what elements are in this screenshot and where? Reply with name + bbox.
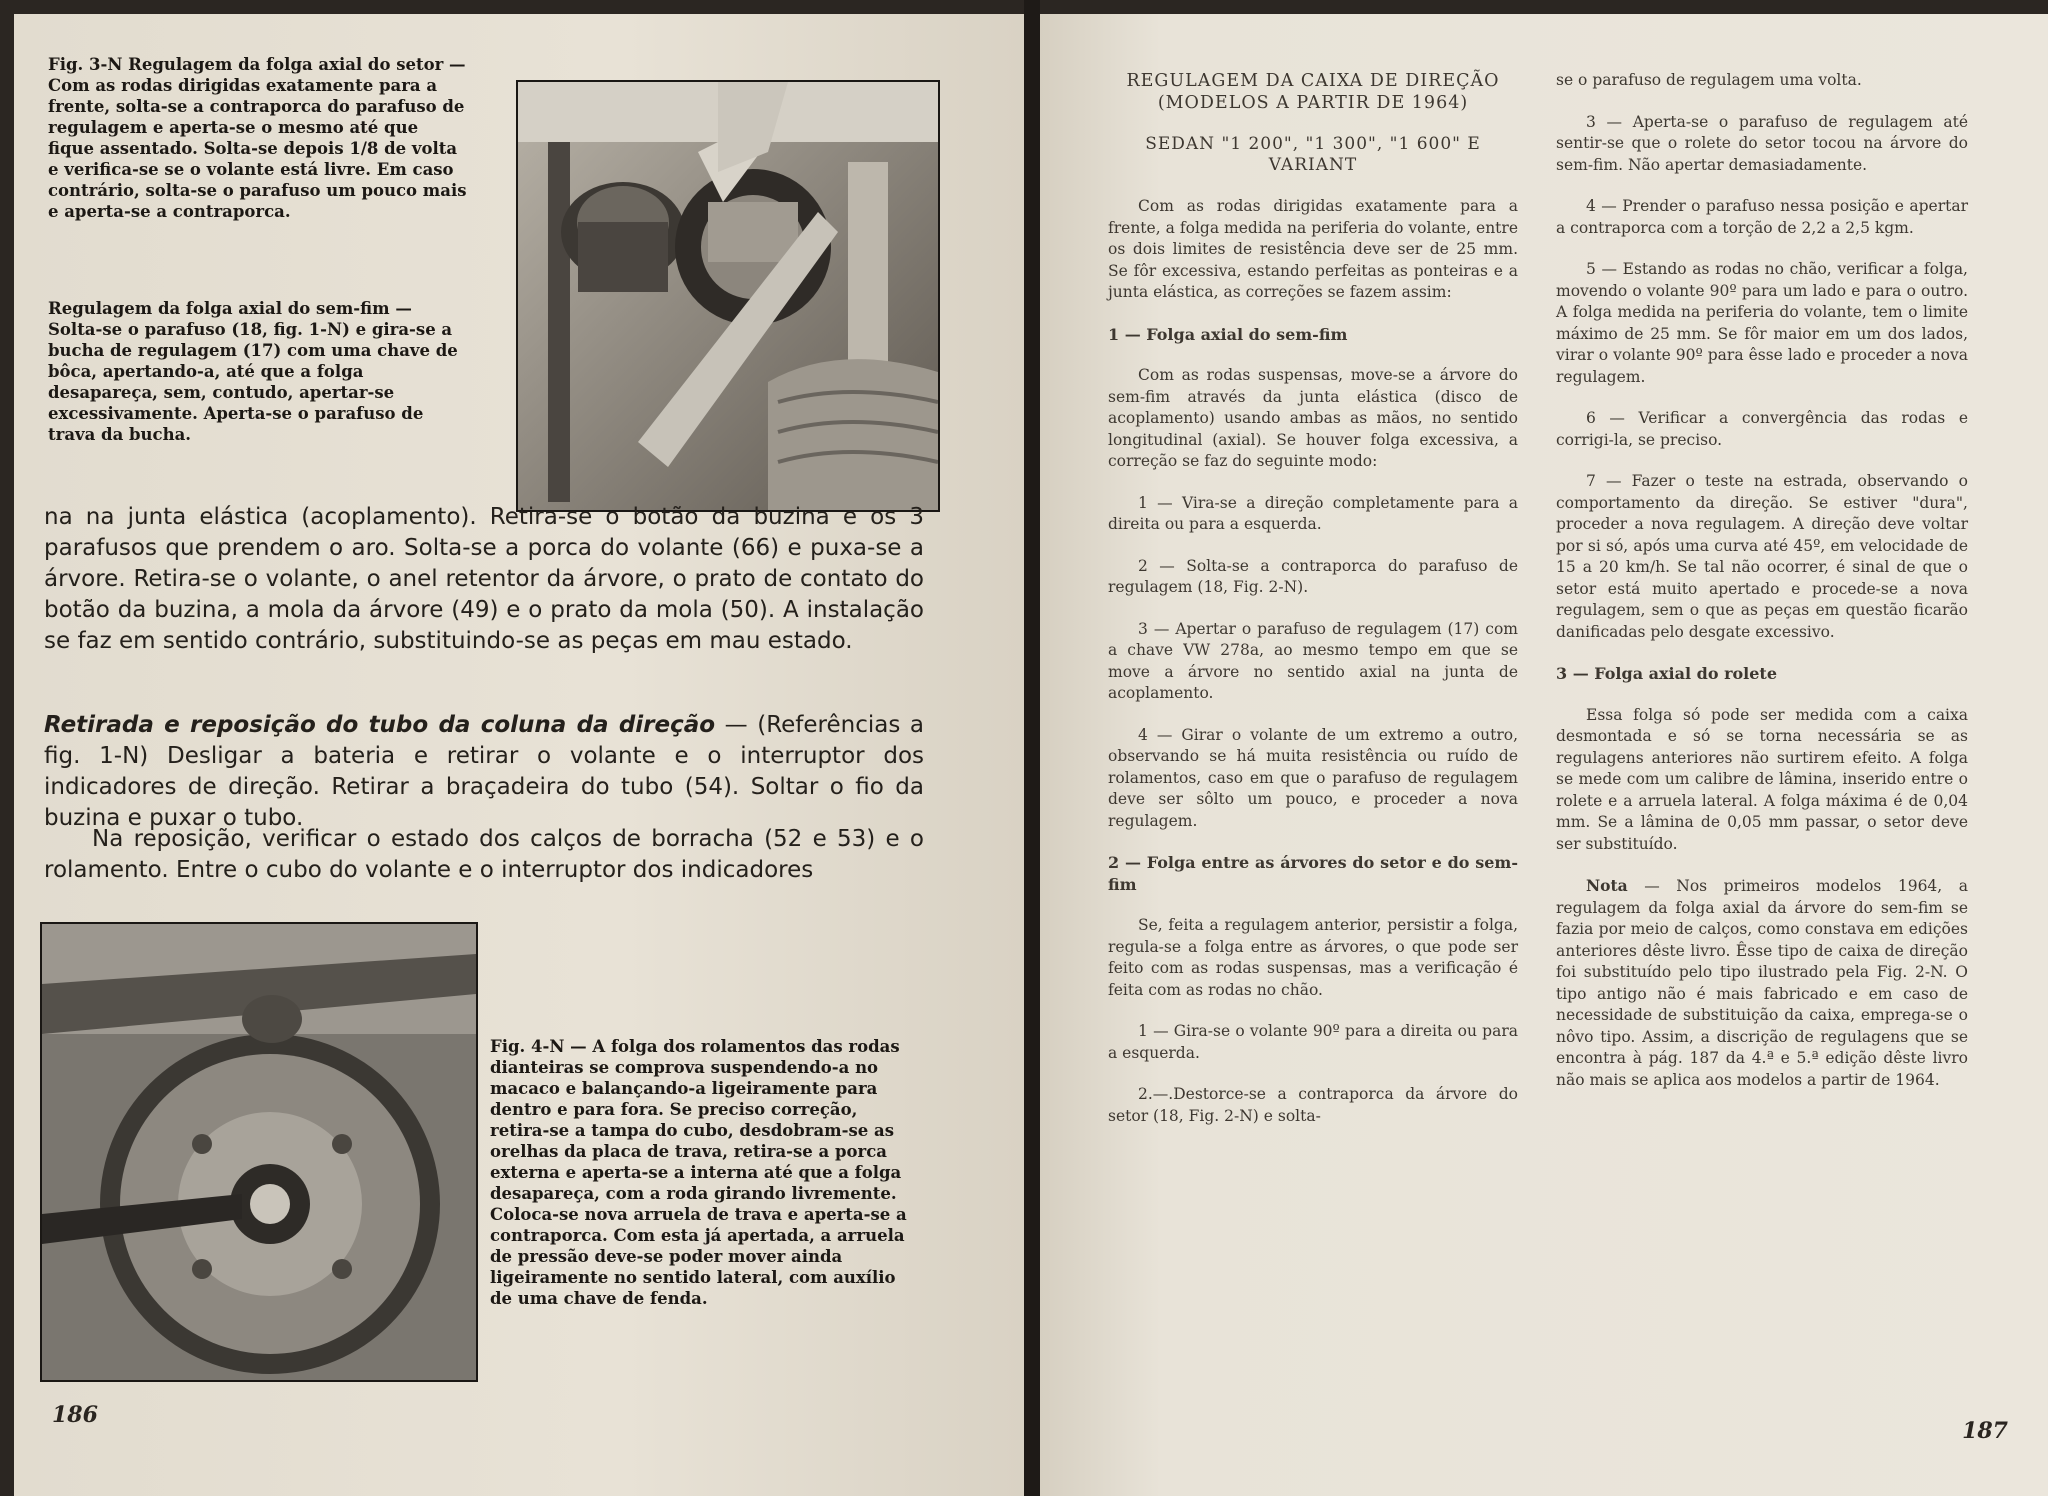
page-title: REGULAGEM DA CAIXA DE DIREÇÃO (MODELOS A PARTIR DE 1964) bbox=[1126, 71, 1500, 113]
book-gutter bbox=[1024, 0, 1040, 1496]
section-3-body: Essa folga só pode ser medida com a caixa desmontada e só se torna necessária se as regulagens anteriores não surtirem efeito. A folga se mede com um calibre de lâmina, inserido entre o rolete e a arruela lateral. A folga máxima é de 0,04 mm. Se a lâmina de 0,05 mm passar, o setor deve ser substituído. bbox=[1556, 705, 1968, 853]
section-2-step-3: 3 — Aperta-se o parafuso de regulagem até sentir-se que o rolete do setor tocou na árvore do sem-fim. Não apertar demasiadamente. bbox=[1556, 112, 1968, 174]
nota-body: — Nos primeiros modelos 1964, a regulagem da folga axial da árvore do sem-fim se fazia por meio de calços, como constava em edições anteriores dêste livro. Êsse tipo de caixa de direção foi substituído pelo tipo ilustrado pela Fig. 2-N. O tipo antigo não é mais fabricado e em caso de necessidade de substituição da caixa, emprega-se o nôvo tipo. Assim, a discrição de regulagens que se encontra à pág. 187 da 4.ª e 5.ª edição dêste livro não mais se aplica aos modelos a partir de 1964. bbox=[1556, 877, 1968, 1089]
section-2-step-2: 2.—.Destorce-se a contraporca da árvore do setor (18, Fig. 2-N) e solta- bbox=[1108, 1085, 1518, 1125]
section-2-intro: Se, feita a regulagem anterior, persistir a folga, regula-se a folga entre as árvores, o que pode ser feito com as rodas suspensas, mas a verificação é feita com as rodas no chão. bbox=[1108, 916, 1518, 999]
steering-box-photo bbox=[516, 80, 940, 512]
wheel-hub-photo bbox=[40, 922, 478, 1382]
semfim-caption: Regulagem da folga axial do sem-fim — Solta-se o parafuso (18, fig. 1-N) e gira-se a bucha de regulagem (17) com uma chave de bôca, apertando-a, até que a folga desapareça, sem, contudo, apertar-se excessivamente. Aperta-se o parafuso de trava da bucha. bbox=[48, 299, 458, 444]
page-subtitle: SEDAN "1 200", "1 300", "1 600" E VARIANT bbox=[1145, 134, 1481, 175]
section-heading-tube: Retirada e reposição do tubo da coluna da direção bbox=[44, 712, 716, 738]
right-column-2 bbox=[1556, 70, 1968, 1111]
section-1-step-3: 3 — Apertar o parafuso de regulagem (17) com a chave VW 278a, ao mesmo tempo em que se move a árvore no sentido axial na junta de acoplamento. bbox=[1108, 619, 1518, 702]
section-1-step-2: 2 — Solta-se a contraporca do parafuso de regulagem (18, Fig. 2-N). bbox=[1108, 556, 1518, 596]
fig4-caption: Fig. 4-N — A folga dos rolamentos das rodas dianteiras se comprova suspendendo-a no macaco e balançando-a ligeiramente para dentro e para fora. Se preciso correção, retira-se a tampa do cubo, desdobram-se as orelhas da placa de trava, retira-se a porca externa e aperta-se a interna até que a folga desapareça, com a roda girando livremente. Coloca-se nova arruela de trava e aperta-se a contraporca. Com esta já apertada, a arruela de pressão deve-se poder mover ainda ligeiramente no sentido lateral, com auxílio de uma chave de fenda. bbox=[490, 1037, 907, 1308]
section-3-title: 3 — Folga axial do rolete bbox=[1556, 664, 1777, 683]
section-1-step-1: 1 — Vira-se a direção completamente para a direita ou para a esquerda. bbox=[1108, 493, 1518, 533]
right-column-1 bbox=[1108, 70, 1518, 1147]
wheel-hub-illustration bbox=[42, 924, 476, 1380]
left-paragraph-1: na na junta elástica (acoplamento). Retira-se o botão da buzina e os 3 parafusos que prendem o aro. Solta-se a porca do volante (66) e puxa-se a árvore. Retira-se o volante, o anel retentor da árvore, o prato de contato do botão da buzina, a mola da árvore (49) e o prato da mola (50). A instalação se faz em sentido contrário, substituindo-se as peças em mau estado. bbox=[44, 504, 924, 654]
steering-box-illustration bbox=[518, 82, 938, 510]
section-2-step-2-continued: se o parafuso de regulagem uma volta. bbox=[1556, 71, 1862, 89]
nota-label: Nota bbox=[1586, 876, 1628, 895]
section-1-intro: Com as rodas suspensas, move-se a árvore do sem-fim através da junta elástica (disco de acoplamento) usando ambas as mãos, no sentido longitudinal (axial). Se houver folga excessiva, a correção se faz do seguinte modo: bbox=[1108, 366, 1518, 470]
left-paragraph-3: Na reposição, verificar o estado dos calços de borracha (52 e 53) e o rolamento. Entre o cubo do volante e o interruptor dos indicadores bbox=[44, 826, 924, 883]
intro-paragraph: Com as rodas dirigidas exatamente para a frente, a folga medida na periferia do volante, entre os dois limites de resistência deve ser de 25 mm. Se fôr excessiva, estando perfeitas as ponteiras e a junta elástica, as correções se fazem assim: bbox=[1108, 197, 1518, 301]
nota-paragraph bbox=[1556, 875, 1968, 1091]
left-paragraph-2 bbox=[44, 710, 924, 834]
section-2-step-6: 6 — Verificar a convergência das rodas e corrigi-la, se preciso. bbox=[1556, 409, 1968, 449]
section-2-step-1: 1 — Gira-se o volante 90º para a direita ou para a esquerda. bbox=[1108, 1022, 1518, 1062]
section-2-step-7: 7 — Fazer o teste na estrada, observando o comportamento da direção. Se estiver "dura", proceder a nova regulagem. A direção deve voltar por si só, após uma curva até 45º, em velocidade de 15 a 20 km/h. Se tal não ocorrer, é sinal de que o setor está muito apertado e procede-se a nova regulagem, sem o que as peças em questão ficarão danificadas pelo desgate excessivo. bbox=[1556, 472, 1968, 641]
section-1-step-4: 4 — Girar o volante de um extremo a outro, observando se há muita resistência ou ruído de rolamentos, caso em que o parafuso de regulagem deve ser sôlto um pouco, e proceder a nova regulagem. bbox=[1108, 725, 1518, 830]
section-1-title: 1 — Folga axial do sem-fim bbox=[1108, 324, 1348, 344]
section-2-step-4: 4 — Prender o parafuso nessa posição e apertar a contraporca com a torção de 2,2 a 2,5 kgm. bbox=[1556, 197, 1968, 237]
page-number-left: 186 bbox=[52, 1402, 98, 1428]
fig3-caption: Fig. 3-N Regulagem da folga axial do setor — Com as rodas dirigidas exatamente para a frente, solta-se a contraporca do parafuso de regulagem e aperta-se o mesmo até que fique assentado. Solta-se depois 1/8 de volta e verifica-se se o volante está livre. Em caso contrário, solta-se o parafuso um pouco mais e aperta-se a contraporca. bbox=[48, 55, 467, 221]
left-paragraph-2-body: — (Referências a fig. 1-N) Desligar a bateria e retirar o volante e o interruptor dos indicadores de direção. Retirar a braçadeira do tubo (54). Soltar o fio da buzina e puxar o tubo. bbox=[44, 712, 924, 831]
section-2-step-5: 5 — Estando as rodas no chão, verificar a folga, movendo o volante 90º para um lado e para o outro. A folga medida na periferia do volante, tem o limite máximo de 25 mm. Se fôr maior em um dos lados, virar o volante 90º para êsse lado e proceder a nova regulagem. bbox=[1556, 260, 1968, 386]
page-number-right: 187 bbox=[1962, 1418, 2008, 1444]
section-2-title: 2 — Folga entre as árvores do setor e do sem-fim bbox=[1108, 853, 1518, 894]
